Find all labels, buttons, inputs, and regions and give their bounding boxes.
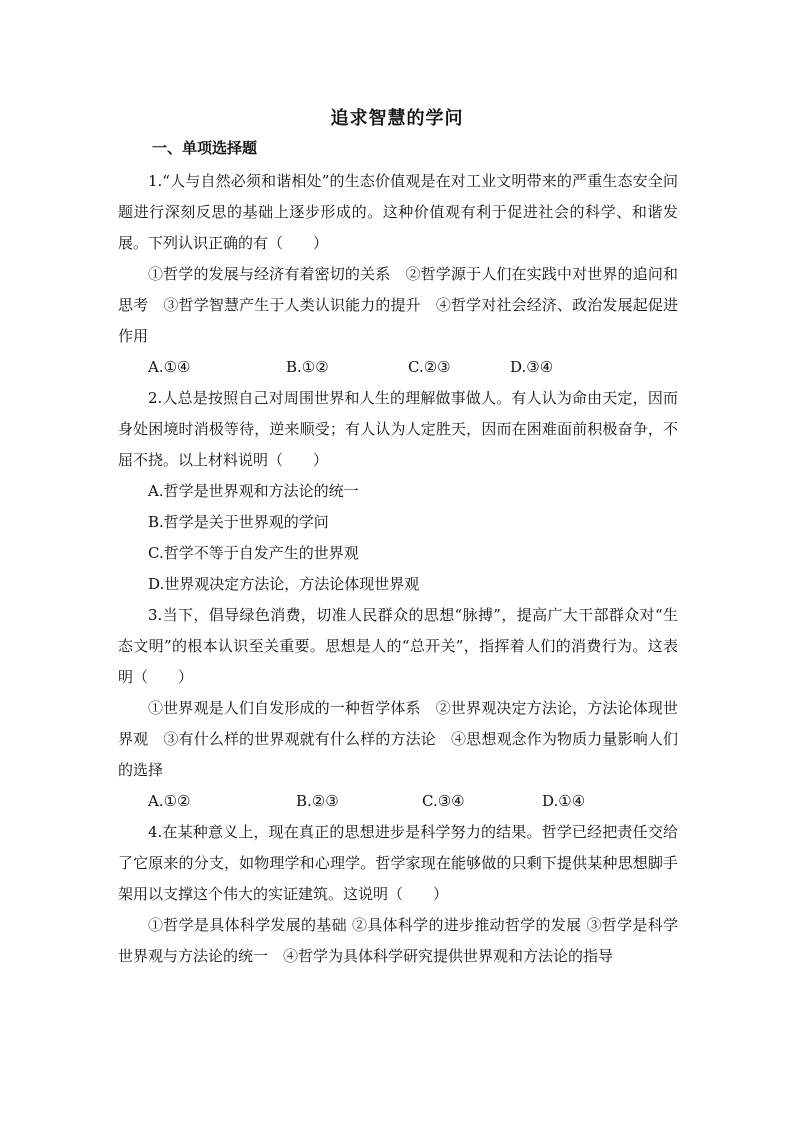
document-title: 追求智慧的学问: [330, 108, 464, 129]
question-1-statements: ①哲学的发展与经济有着密切的关系 ②哲学源于人们在实践中对世界的追问和思考 ③哲学智慧产生于人类认识能力的提升 ④哲学对社会经济、政治发展起促进作用: [118, 265, 678, 345]
question-2-stem: 2.人总是按照自己对周围世界和人生的理解做事做人。有人认为命由天定，因而身处困境时消极等待，逆来顺受；有人认为人定胜天，因而在困难面前积极奋争，不屈不挠。以上材料说明（ ）: [118, 389, 678, 469]
choice-d[interactable]: D.世界观决定方法论，方法论体现世界观: [148, 575, 420, 593]
question-4-statements: ①哲学是具体科学发展的基础 ②具体科学的进步推动哲学的发展 ③哲学是科学世界观与方法论的统一 ④哲学为具体科学研究提供世界观和方法论的指导: [118, 916, 678, 965]
choice-a[interactable]: A.①④: [148, 358, 191, 376]
choice-c[interactable]: C.③④: [422, 792, 465, 810]
choice-b[interactable]: B.①②: [286, 358, 329, 376]
question-list: [118, 166, 678, 972]
choice-d[interactable]: D.①④: [542, 792, 586, 810]
question-3-statements: ①世界观是人们自发形成的一种哲学体系 ②世界观决定方法论，方法论体现世界观 ③有什么样的世界观就有什么样的方法论 ④思想观念作为物质力量影响人们的选择: [118, 699, 678, 779]
question-1-choices: [118, 352, 678, 383]
question-3-stem: 3.当下，倡导绿色消费，切准人民群众的思想“脉搏”，提高广大干部群众对“生态文明”的根本认识至关重要。思想是人的“总开关”，指挥着人们的消费行为。这表明（ ）: [118, 606, 678, 686]
choice-b[interactable]: B.哲学是关于世界观的学问: [148, 513, 329, 531]
choice-c[interactable]: C.哲学不等于自发产生的世界观: [148, 544, 359, 562]
question-4-stem: 4.在某种意义上，现在真正的思想进步是科学努力的结果。哲学已经把责任交给了它原来的分支，如物理学和心理学。哲学家现在能够做的只剩下提供某种思想脚手架用以支撑这个伟大的实证建筑。这说明（ ）: [118, 823, 678, 903]
question-3-choices: [118, 786, 678, 817]
choice-c[interactable]: C.②③: [408, 358, 451, 376]
question-1-stem: 1.“人与自然必须和谐相处”的生态价值观是在对工业文明带来的严重生态安全问题进行深刻反思的基础上逐步形成的。这种价值观有利于促进社会的科学、和谐发展。下列认识正确的有（ ）: [118, 172, 678, 252]
section-heading: 一、单项选择题: [152, 139, 258, 157]
choice-b[interactable]: B.②③: [296, 792, 339, 810]
choice-a[interactable]: A.哲学是世界观和方法论的统一: [148, 482, 359, 500]
choice-a[interactable]: A.①②: [148, 792, 191, 810]
choice-d[interactable]: D.③④: [510, 358, 554, 376]
